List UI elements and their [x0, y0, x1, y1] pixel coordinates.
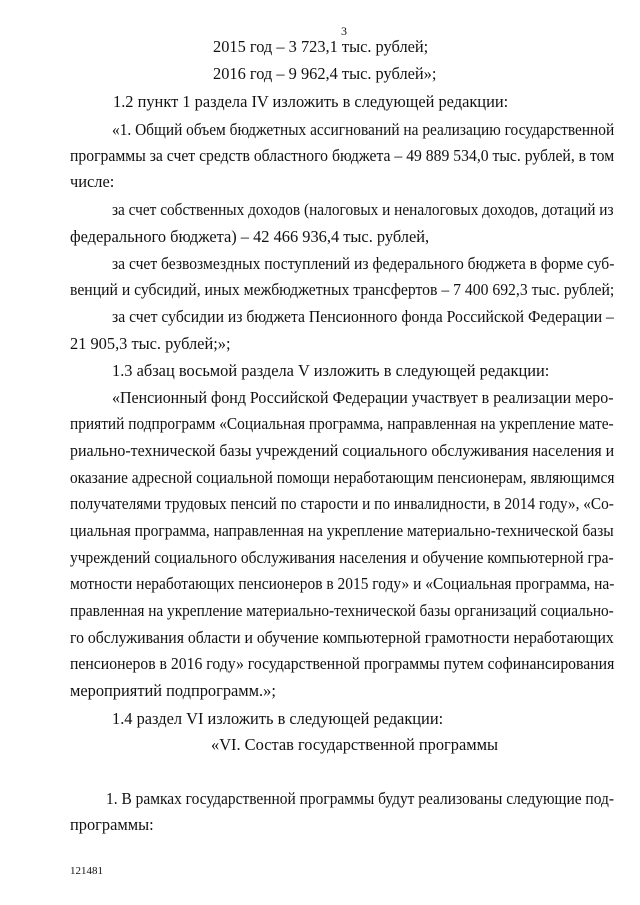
page-number: 3 [341, 24, 347, 38]
document-code: 121481 [70, 865, 103, 877]
text-line: 1.2 пункт 1 раздела IV изложить в следующей редакции: [113, 92, 509, 111]
text-line: риально-технической базы учреждений социального обслуживания населения и [70, 441, 615, 460]
text-line: программы за счет средств областного бюджета – 49 889 534,0 тыс. рублей, в том [70, 146, 615, 165]
text-line: оказание адресной социальной помощи неработающим пенсионерам, являющимся [70, 468, 615, 487]
section-heading: «VI. Состав государственной программы [211, 735, 498, 754]
text-line: программы: [70, 815, 154, 834]
text-line: «Пенсионный фонд Российской Федерации участвует в реализации меро- [112, 388, 614, 407]
text-line: венций и субсидий, иных межбюджетных трансфертов – 7 400 692,3 тыс. рублей; [70, 280, 615, 299]
text-line: го обслуживания области и обучение компьютерной грамотности неработающих [70, 628, 614, 647]
text-line: 2015 год – 3 723,1 тыс. рублей; [213, 37, 429, 56]
text-line: федерального бюджета) – 42 466 936,4 тыс. рублей, [70, 227, 430, 246]
text-line: циальная программа, направленная на укрепление материально-технической базы [70, 521, 614, 540]
text-line: 1.4 раздел VI изложить в следующей редакции: [112, 709, 444, 728]
text-line: за счет безвозмездных поступлений из федерального бюджета в форме суб- [112, 254, 615, 273]
text-line: приятий подпрограмм «Социальная программа, направленная на укрепление мате- [70, 414, 614, 433]
text-line: правленная на укрепление материально-технической базы организаций социально- [70, 601, 614, 620]
text-line: 2016 год – 9 962,4 тыс. рублей»; [213, 64, 437, 83]
text-line: за счет собственных доходов (налоговых и неналоговых доходов, дотаций из [112, 200, 614, 219]
text-line: «1. Общий объем бюджетных ассигнований на реализацию государственной [112, 120, 615, 139]
text-line: 1. В рамках государственной программы будут реализованы следующие под- [106, 789, 614, 808]
text-line: получателями трудовых пенсий по старости и по инвалидности, в 2014 году», «Со- [70, 494, 614, 513]
text-line: за счет субсидии из бюджета Пенсионного фонда Российской Федерации – [112, 307, 614, 326]
text-line: 1.3 абзац восьмой раздела V изложить в следующей редакции: [112, 361, 550, 380]
text-line: числе: [70, 172, 115, 191]
text-line: мероприятий подпрограмм.»; [70, 681, 276, 700]
text-line: пенсионеров в 2016 году» государственной программы путем софинансирования [70, 654, 615, 673]
text-line: 21 905,3 тыс. рублей;»; [70, 334, 231, 353]
text-line: мотности неработающих пенсионеров в 2015 году» и «Социальная программа, на- [70, 574, 615, 593]
text-line: учреждений социального обслуживания населения и обучение компьютерной гра- [70, 548, 614, 567]
